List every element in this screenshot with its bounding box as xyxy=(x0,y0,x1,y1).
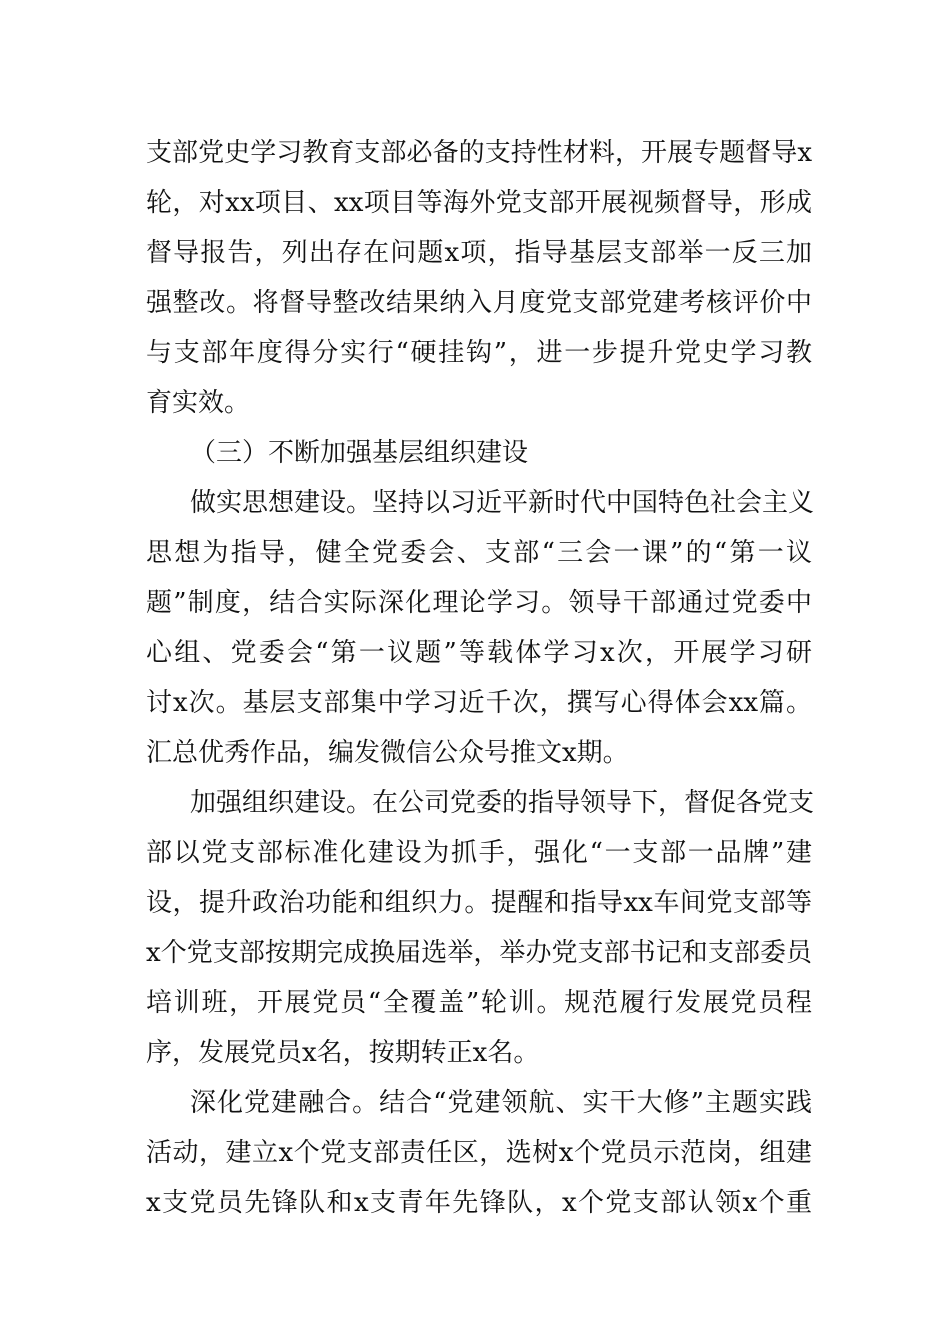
text-line: 培训班，开展党员“全覆盖”轮训。规范履行发展党员程 xyxy=(146,988,812,1018)
text-line: 部以党支部标准化建设为抓手，强化“一支部一品牌”建 xyxy=(146,838,812,868)
text-line: 强整改。将督导整改结果纳入月度党支部党建考核评价中 xyxy=(146,288,812,318)
text-line: 轮，对xx项目、xx项目等海外党支部开展视频督导，形成 xyxy=(146,188,812,218)
text-line: 育实效。 xyxy=(146,388,251,418)
paragraph-first-line: 做实思想建设。坚持以习近平新时代中国特色社会主义 xyxy=(190,488,815,518)
section-heading: （三）不断加强基层组织建设 xyxy=(190,438,529,468)
text-line: 心组、党委会“第一议题”等载体学习x次，开展学习研 xyxy=(146,638,812,668)
text-line: x个党支部按期完成换届选举，举办党支部书记和支部委员 xyxy=(146,938,812,968)
text-line: 与支部年度得分实行“硬挂钩”，进一步提升党史学习教 xyxy=(146,338,812,368)
paragraph-first-line: 加强组织建设。在公司党委的指导领导下，督促各党支 xyxy=(190,788,815,818)
document-body xyxy=(146,128,815,1228)
text-line: 活动，建立x个党支部责任区，选树x个党员示范岗，组建 xyxy=(146,1138,812,1168)
text-line: 督导报告，列出存在问题x项，指导基层支部举一反三加 xyxy=(146,238,812,268)
text-line: 设，提升政治功能和组织力。提醒和指导xx车间党支部等 xyxy=(146,888,812,918)
text-line: 讨x次。基层支部集中学习近千次，撰写心得体会xx篇。 xyxy=(146,688,812,718)
text-line: 支部党史学习教育支部必备的支持性材料，开展专题督导x xyxy=(146,138,812,168)
text-line: 汇总优秀作品，编发微信公众号推文x期。 xyxy=(146,738,629,768)
paragraph-first-line: 深化党建融合。结合“党建领航、实干大修”主题实践 xyxy=(190,1088,812,1118)
text-line: 题”制度，结合实际深化理论学习。领导干部通过党委中 xyxy=(146,588,812,618)
text-line: 序，发展党员x名，按期转正x名。 xyxy=(146,1038,540,1068)
text-line: x支党员先锋队和x支青年先锋队，x个党支部认领x个重 xyxy=(146,1188,812,1218)
text-line: 思想为指导，健全党委会、支部“三会一课”的“第一议 xyxy=(146,538,812,568)
